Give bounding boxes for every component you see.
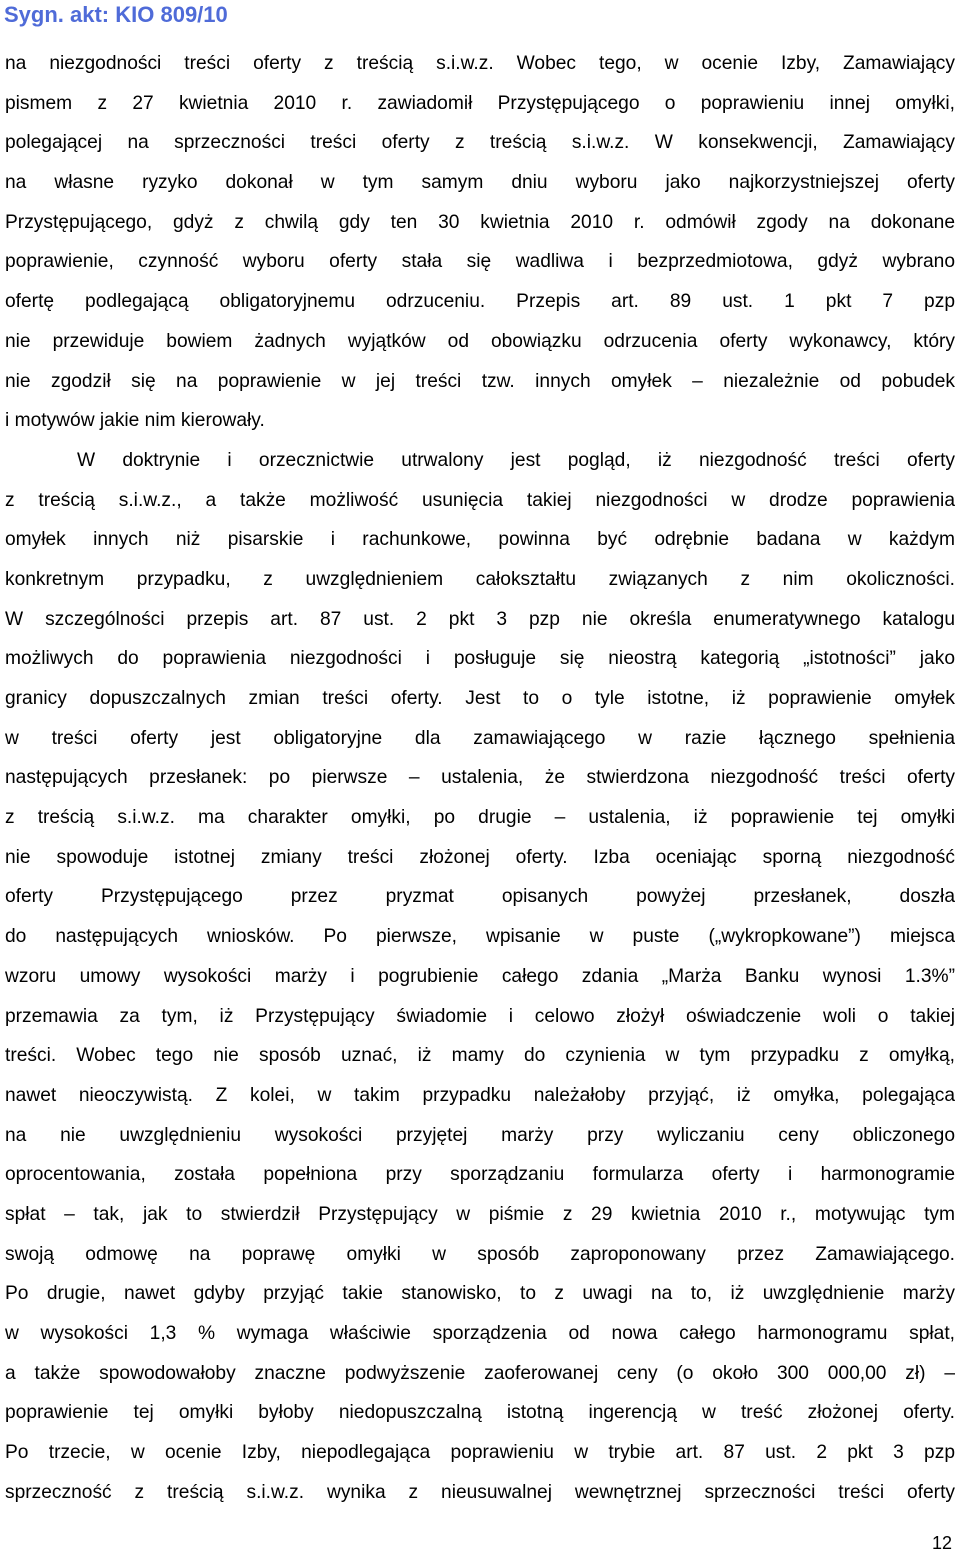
text-line: oferty Przystępującego przez pryzmat opisanych powyżej przesłanek, doszła	[5, 886, 955, 908]
text-line: Po drugie, nawet gdyby przyjąć takie stanowisko, to z uwagi na to, iż uwzględnienie marży	[5, 1283, 955, 1305]
text-line: z treścią s.i.w.z. ma charakter omyłki, po drugie – ustalenia, iż poprawienie tej omyłki	[5, 807, 955, 829]
text-line: następujących przesłanek: po pierwsze – ustalenia, że stwierdzona niezgodność treści oferty	[5, 767, 955, 789]
text-line: Przystępującego, gdyż z chwilą gdy ten 30 kwietnia 2010 r. odmówił zgody na dokonane	[5, 211, 955, 233]
text-line: nie przewiduje bowiem żadnych wyjątków od obowiązku odrzucenia oferty wykonawcy, który	[5, 330, 955, 352]
text-line: w treści oferty jest obligatoryjne dla zamawiającego w razie łącznego spełnienia	[5, 727, 955, 749]
text-line: i motywów jakie nim kierowały.	[5, 410, 265, 432]
text-line: ofertę podlegającą obligatoryjnemu odrzuceniu. Przepis art. 89 ust. 1 pkt 7 pzp	[5, 291, 955, 313]
text-line: nawet nieoczywistą. Z kolei, w takim przypadku należałoby przyjąć, iż omyłka, polegająca	[5, 1084, 955, 1106]
text-line: poprawienie, czynność wyboru oferty stała się wadliwa i bezprzedmiotowa, gdyż wybrano	[5, 251, 955, 273]
text-line: polegającej na sprzeczności treści oferty z treścią s.i.w.z. W konsekwencji, Zamawiający	[5, 132, 955, 154]
text-line: na niezgodności treści oferty z treścią s.i.w.z. Wobec tego, w ocenie Izby, Zamawiający	[5, 53, 955, 74]
text-line: możliwych do poprawienia niezgodności i posługuje się nieostrą kategorią „istotności” jako	[5, 648, 955, 670]
text-line: oprocentowania, została popełniona przy sporządzaniu formularza oferty i harmonogramie	[5, 1164, 955, 1186]
case-signature: Sygn. akt: KIO 809/10	[4, 2, 228, 27]
text-line: Po trzecie, w ocenie Izby, niepodlegająca poprawieniu w trybie art. 87 ust. 2 pkt 3 pzp	[5, 1442, 955, 1464]
text-line: pismem z 27 kwietnia 2010 r. zawiadomił Przystępującego o poprawieniu innej omyłki,	[5, 92, 955, 114]
text-line: poprawienie tej omyłki byłoby niedopuszczalną istotną ingerencją w treść złożonej oferty.	[5, 1402, 955, 1424]
text-line: spłat – tak, jak to stwierdził Przystępujący w piśmie z 29 kwietnia 2010 r., motywując tym	[5, 1203, 955, 1225]
text-line: treści. Wobec tego nie sposób uznać, iż mamy do czynienia w tym przypadku z omyłką,	[5, 1045, 955, 1067]
text-line: konkretnym przypadku, z uwzględnieniem całokształtu związanych z nim okoliczności.	[5, 568, 955, 590]
text-line: nie zgodził się na poprawienie w jej treści tzw. innych omyłek – niezależnie od pobudek	[5, 370, 955, 392]
document-body	[5, 44, 955, 1512]
text-line: na nie uwzględnieniu wysokości przyjętej marży przy wyliczaniu ceny obliczonego	[5, 1124, 955, 1146]
text-line: w wysokości 1,3 % wymaga właściwie sporządzenia od nowa całego harmonogramu spłat,	[5, 1323, 955, 1344]
text-line: swoją odmowę na poprawę omyłki w sposób zaproponowany przez Zamawiającego.	[5, 1243, 955, 1265]
text-line: do następujących wniosków. Po pierwsze, wpisanie w puste („wykropkowane”) miejsca	[5, 926, 955, 948]
text-line: wzoru umowy wysokości marży i pogrubienie całego zdania „Marża Banku wynosi 1.3%”	[5, 965, 955, 987]
text-line: W doktrynie i orzecznictwie utrwalony jest pogląd, iż niezgodność treści oferty	[77, 449, 955, 471]
text-line: W szczególności przepis art. 87 ust. 2 pkt 3 pzp nie określa enumeratywnego katalogu	[5, 608, 955, 630]
text-line: nie spowoduje istotnej zmiany treści złożonej oferty. Izba oceniając sporną niezgodność	[5, 846, 955, 868]
text-line: sprzeczność z treścią s.i.w.z. wynika z nieusuwalnej wewnętrznej sprzeczności treści oferty	[5, 1481, 955, 1503]
text-line: na własne ryzyko dokonał w tym samym dniu wyboru jako najkorzystniejszej oferty	[5, 172, 955, 194]
page-number: 12	[931, 1533, 952, 1553]
text-line: a także spowodowałoby znaczne podwyższenie zaoferowanej ceny (o około 300 000,00 zł) –	[5, 1362, 955, 1384]
text-line: omyłek innych niż pisarskie i rachunkowe, powinna być odrębnie badana w każdym	[5, 529, 955, 551]
text-line: granicy dopuszczalnych zmian treści oferty. Jest to o tyle istotne, iż poprawienie omyłek	[5, 688, 955, 709]
text-line: przemawia za tym, iż Przystępujący świadomie i celowo złożył oświadczenie woli o takiej	[5, 1005, 955, 1027]
text-line: z treścią s.i.w.z., a także możliwość usunięcia takiej niezgodności w drodze poprawienia	[5, 489, 955, 511]
